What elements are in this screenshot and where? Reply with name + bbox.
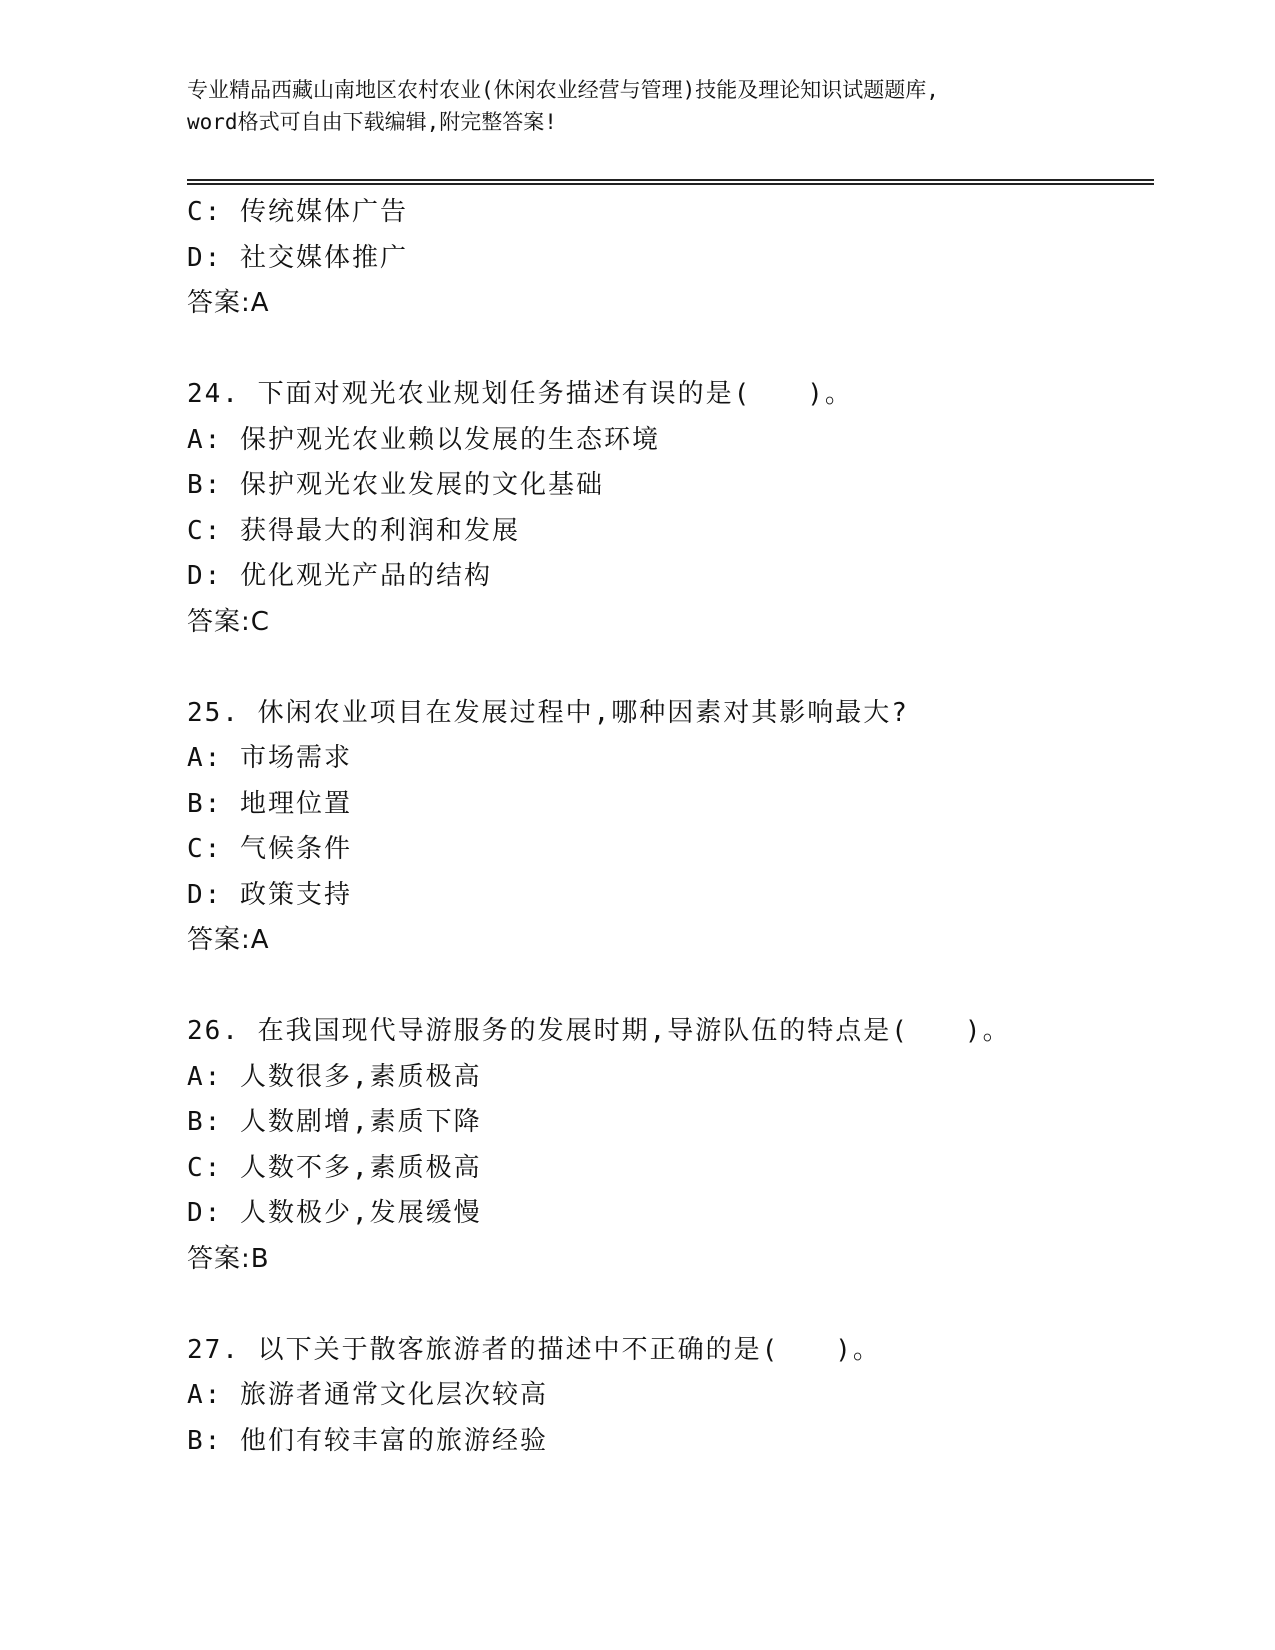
option-c: C: 人数不多,素质极高 bbox=[187, 1152, 482, 1183]
question-list bbox=[187, 190, 1137, 1464]
option-b: B: 地理位置 bbox=[187, 788, 352, 819]
header-title-line-2: word格式可自由下载编辑,附完整答案! bbox=[187, 110, 557, 134]
question-stem: 24. 下面对观光农业规划任务描述有误的是( )。 bbox=[187, 379, 853, 409]
option-d: D: 人数极少,发展缓慢 bbox=[187, 1198, 482, 1228]
question-block-27 bbox=[187, 1328, 1137, 1465]
question-block-26 bbox=[187, 1009, 1137, 1282]
spacer bbox=[187, 327, 1137, 373]
answer: 答案:B bbox=[187, 1243, 270, 1274]
option-a: A: 保护观光农业赖以发展的生态环境 bbox=[187, 424, 660, 455]
page-header bbox=[187, 74, 1087, 138]
question-block-25 bbox=[187, 691, 1137, 964]
option-a: A: 人数很多,素质极高 bbox=[187, 1061, 482, 1092]
header-title-line-1: 专业精品西藏山南地区农村农业(休闲农业经营与管理)技能及理论知识试题题库, bbox=[187, 78, 939, 102]
option-a: A: 旅游者通常文化层次较高 bbox=[187, 1380, 548, 1410]
header-divider-top bbox=[187, 179, 1154, 181]
question-stem: 27. 以下关于散客旅游者的描述中不正确的是( )。 bbox=[187, 1334, 881, 1365]
question-block-continued bbox=[187, 190, 1137, 327]
question-stem: 26. 在我国现代导游服务的发展时期,导游队伍的特点是( )。 bbox=[187, 1016, 1011, 1046]
option-c: C: 气候条件 bbox=[187, 834, 352, 864]
spacer bbox=[187, 1282, 1137, 1328]
spacer bbox=[187, 964, 1137, 1010]
question-stem: 25. 休闲农业项目在发展过程中,哪种因素对其影响最大? bbox=[187, 697, 909, 728]
answer: 答案:C bbox=[187, 606, 270, 637]
spacer bbox=[187, 645, 1137, 691]
answer: 答案:A bbox=[187, 925, 270, 955]
option-c: C: 传统媒体广告 bbox=[187, 197, 408, 227]
option-a: A: 市场需求 bbox=[187, 743, 352, 773]
option-c: C: 获得最大的利润和发展 bbox=[187, 515, 520, 546]
option-b: B: 保护观光农业发展的文化基础 bbox=[187, 470, 604, 500]
option-b: B: 他们有较丰富的旅游经验 bbox=[187, 1425, 548, 1456]
option-b: B: 人数剧增,素质下降 bbox=[187, 1107, 482, 1137]
answer: 答案:A bbox=[187, 288, 270, 318]
option-d: D: 优化观光产品的结构 bbox=[187, 561, 492, 591]
option-d: D: 社交媒体推广 bbox=[187, 242, 408, 273]
header-divider-bottom bbox=[187, 183, 1154, 185]
option-d: D: 政策支持 bbox=[187, 879, 352, 910]
question-block-24 bbox=[187, 372, 1137, 645]
